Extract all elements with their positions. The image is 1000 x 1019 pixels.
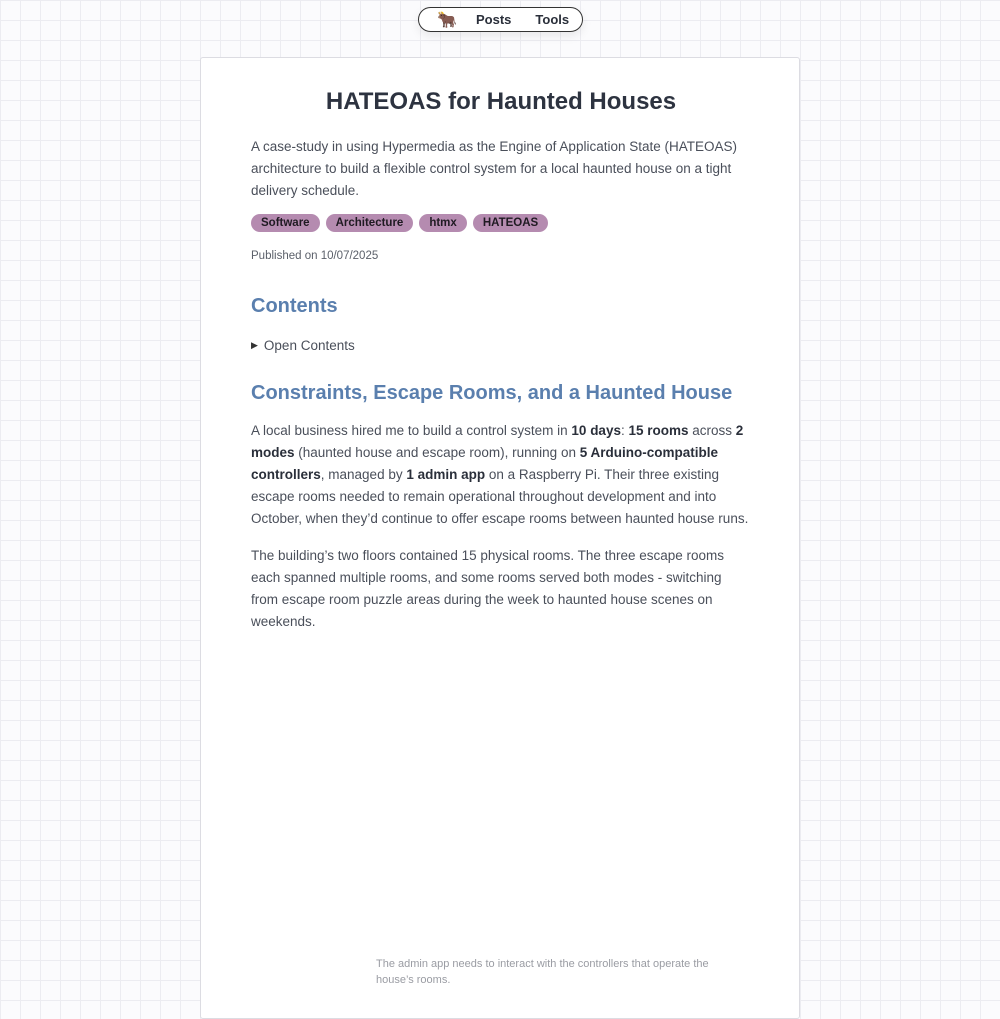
article-description: A case-study in using Hypermedia as the Engine of Application State (HATEOAS) architecture to build a flexible control system for a local haunted house on a tight delivery schedule. bbox=[251, 139, 737, 198]
bold-fact: 5 Arduino-compatible controllers bbox=[251, 445, 718, 482]
contents-heading: Contents bbox=[251, 295, 338, 317]
text-run: A local business hired me to build a control system in bbox=[251, 423, 572, 438]
nav-posts-link[interactable]: Posts bbox=[476, 12, 512, 27]
tag-htmx[interactable]: htmx bbox=[419, 214, 466, 232]
bold-fact: 1 admin app bbox=[406, 467, 486, 482]
bold-fact: 10 days bbox=[571, 423, 621, 438]
bold-fact: 15 rooms bbox=[628, 423, 689, 438]
nav-tools-link[interactable]: Tools bbox=[535, 12, 570, 27]
tag-list bbox=[251, 214, 548, 232]
text-run: , managed by bbox=[320, 467, 407, 482]
text-run: across bbox=[688, 423, 736, 438]
article-card bbox=[200, 57, 800, 1019]
tag-hateoas[interactable]: HATEOAS bbox=[473, 214, 548, 232]
bull-logo-icon[interactable]: 🐂 bbox=[437, 11, 457, 29]
bold-fact: 2 modes bbox=[251, 423, 744, 460]
published-date: Published on 10/07/2025 bbox=[251, 250, 379, 262]
paragraph-2: The building’s two floors contained 15 physical rooms. The three escape rooms each spanned multiple rooms, and some rooms served both modes - switching from escape room puzzle areas during the week to haunted house scenes on weekends. bbox=[251, 548, 725, 629]
page-title: HATEOAS for Haunted Houses bbox=[325, 88, 677, 115]
contents-toggle[interactable] bbox=[251, 338, 355, 353]
figure-caption: The admin app needs to interact with the controllers that operate the house’s rooms. bbox=[376, 958, 709, 986]
top-nav bbox=[418, 7, 583, 32]
disclosure-triangle-icon: ▶ bbox=[251, 340, 258, 350]
text-run: : bbox=[620, 423, 629, 438]
section-heading: Constraints, Escape Rooms, and a Haunted House bbox=[251, 382, 733, 404]
text-run: on a Raspberry Pi. Their three existing escape rooms needed to remain operational throughout development and into October, when they’d continue to offer escape rooms between haunted house runs. bbox=[251, 467, 749, 526]
tag-software[interactable]: Software bbox=[251, 214, 320, 232]
text-run: (haunted house and escape room), running on bbox=[294, 445, 580, 460]
tag-architecture[interactable]: Architecture bbox=[326, 214, 414, 232]
paragraph-1 bbox=[251, 420, 751, 530]
contents-toggle-label: Open Contents bbox=[263, 338, 355, 353]
